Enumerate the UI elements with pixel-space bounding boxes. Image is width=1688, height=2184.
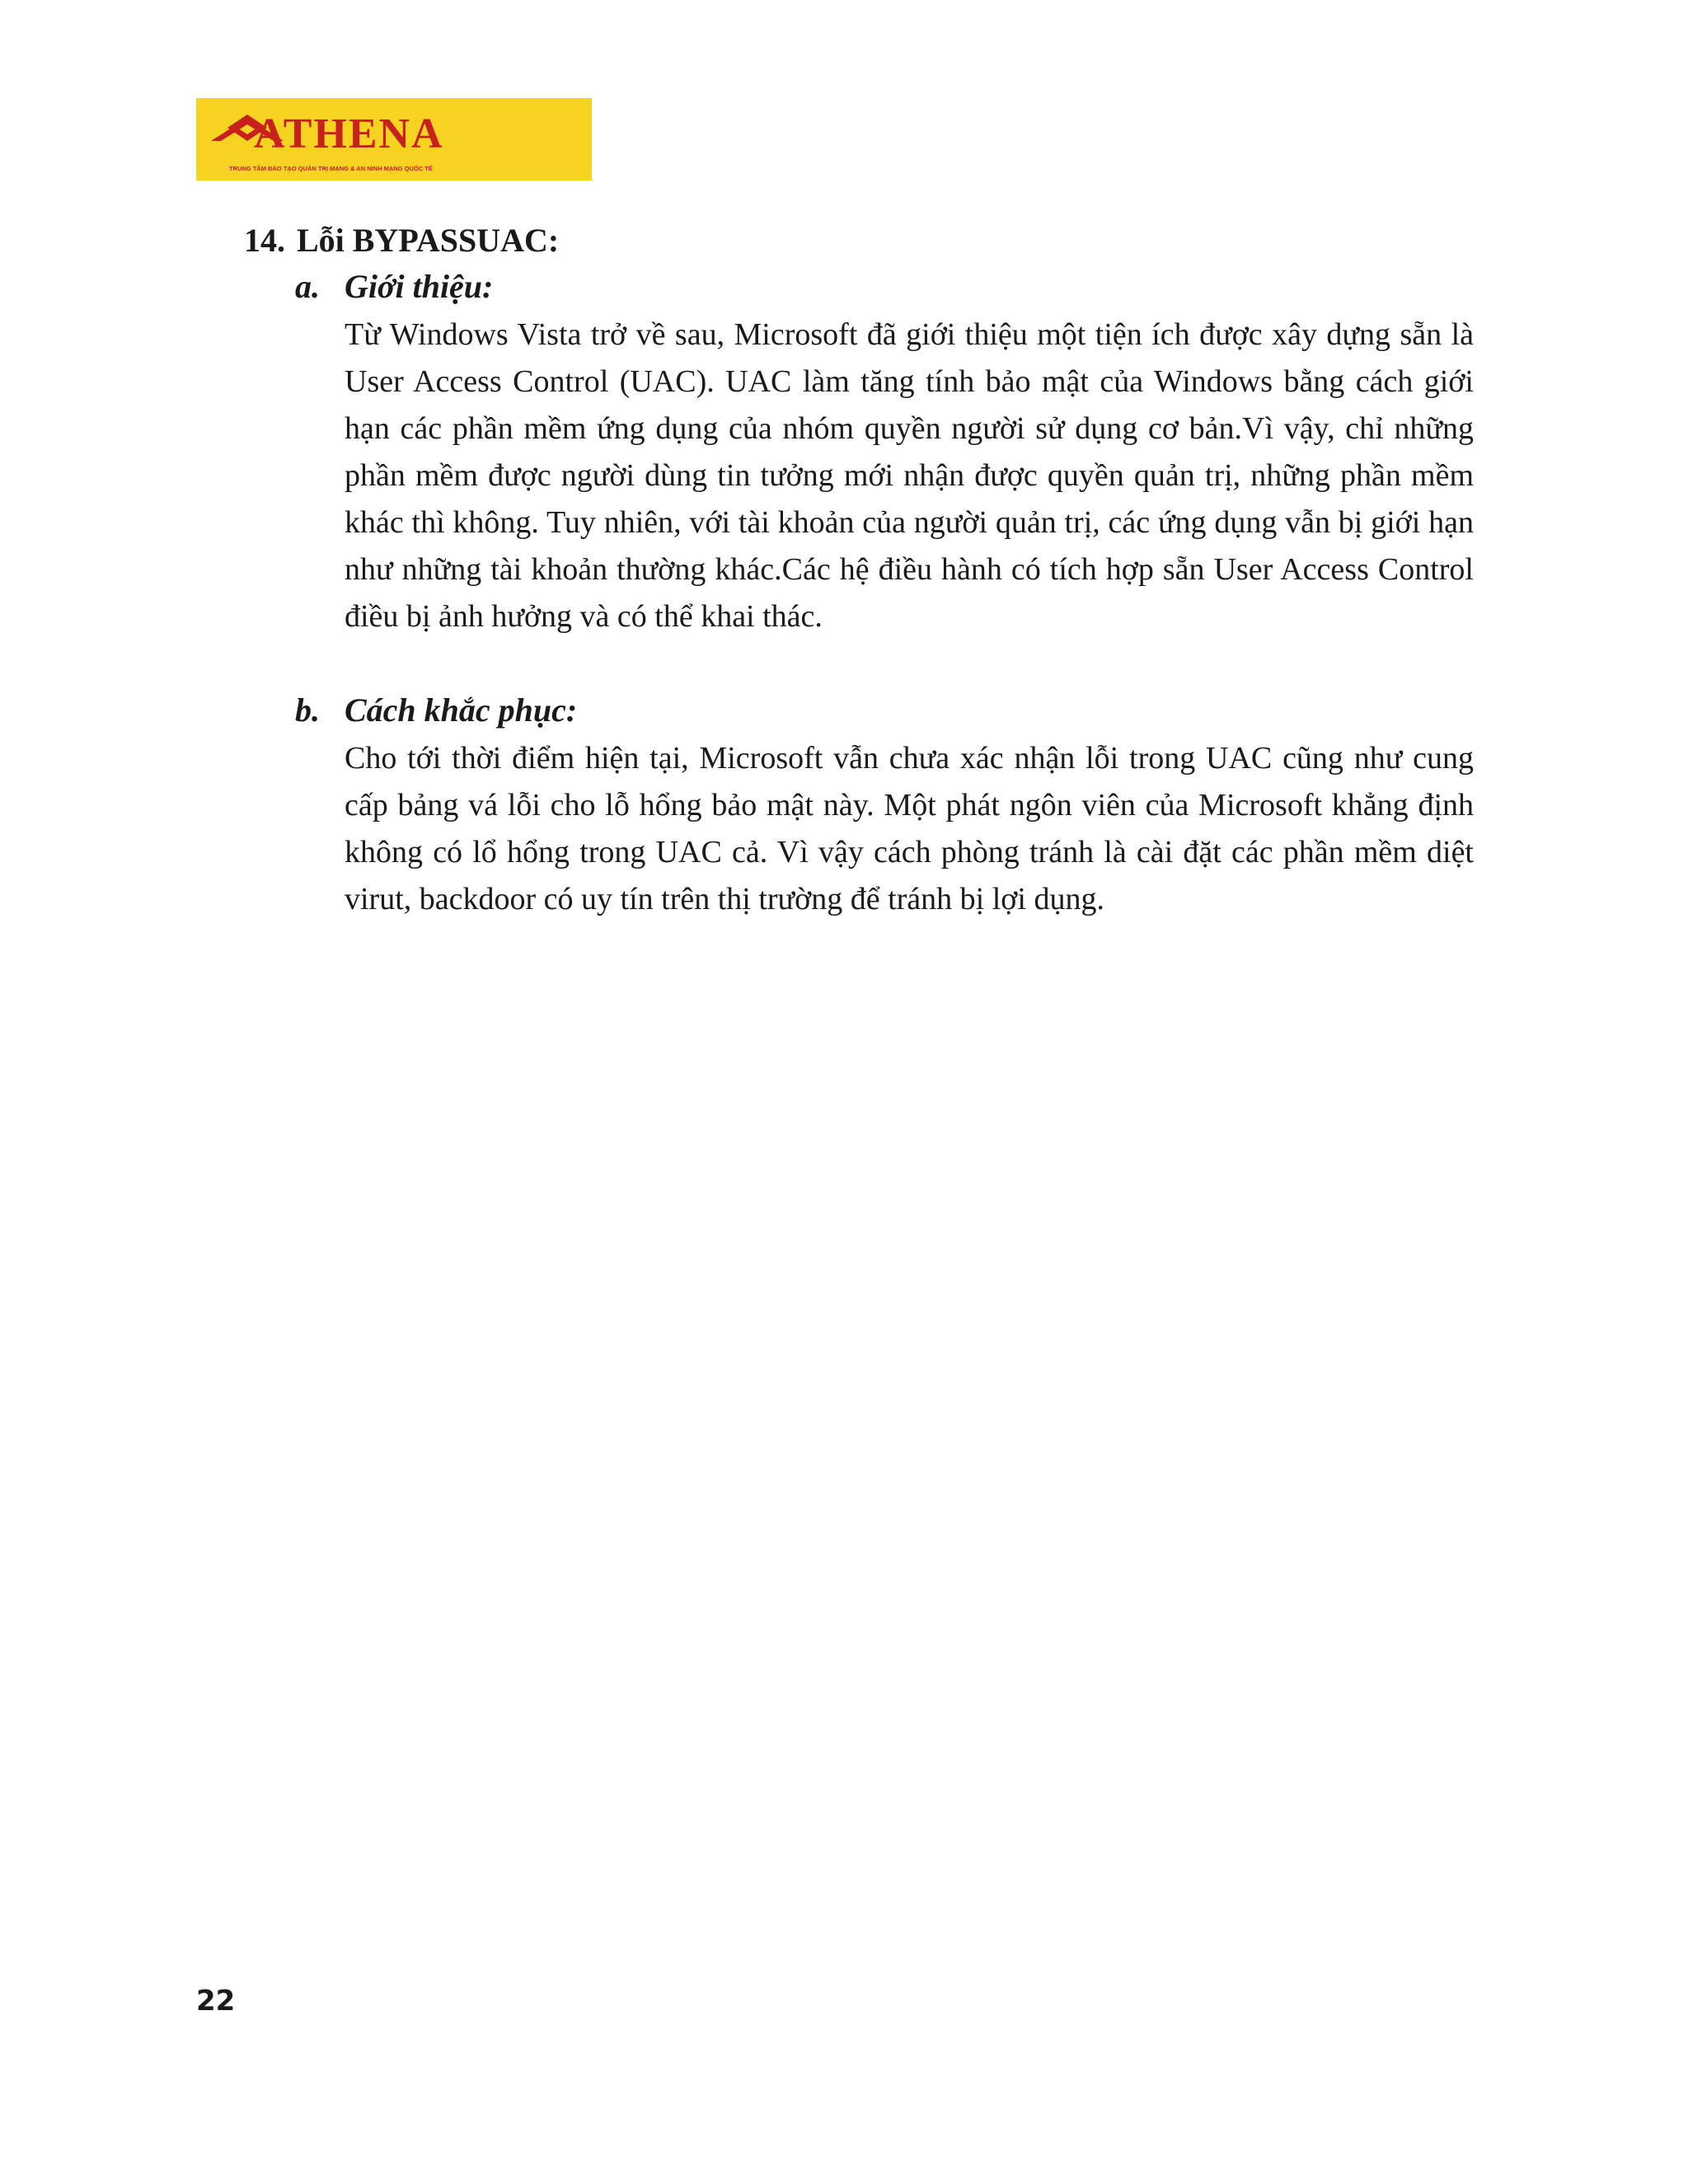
logo-tagline: TRUNG TÂM ĐÀO TẠO QUẢN TRỊ MẠNG & AN NINH MẠNG QUỐC TẾ — [229, 165, 433, 172]
page-number: 22 — [196, 1985, 236, 2018]
subsection-heading-fix — [295, 687, 577, 733]
logo-wordmark: ATHENA — [254, 110, 444, 157]
athena-logo — [196, 98, 592, 180]
section-number: 14. — [244, 222, 285, 259]
section-heading — [244, 218, 559, 264]
intro-paragraph: Từ Windows Vista trở về sau, Microsoft đã giới thiệu một tiện ích được xây dựng sẵn là User Access Control (UAC). UAC làm tăng tính bảo mật của Windows bằng cách giới hạn các phần mềm ứng dụng của nhóm quyền người sử dụng cơ bản.Vì vậy, chỉ những phần mềm được người dùng tin tưởng mới nhận được quyền quản trị, những phần mềm khác thì không. Tuy nhiên, với tài khoản của người quản trị, các ứng dụng vẫn bị giới hạn như những tài khoản thường khác.Các hệ điều hành có tích hợp sẵn User Access Control điều bị ảnh hưởng và có thể khai thác. — [345, 317, 1474, 634]
subsection-label: b. — [295, 691, 320, 729]
subsection-label: a. — [295, 268, 320, 305]
fix-paragraph: Cho tới thời điểm hiện tại, Microsoft vẫn chưa xác nhận lỗi trong UAC cũng như cung cấp bảng vá lỗi cho lỗ hổng bảo mật này. Một phát ngôn viên của Microsoft khẳng định không có lổ hổng trong UAC cả. Vì vậy cách phòng tránh là cài đặt các phần mềm diệt virut, backdoor có uy tín trên thị trường để tránh bị lợi dụng. — [345, 741, 1474, 916]
subsection-heading-intro — [295, 264, 493, 310]
subsection-title: Giới thiệu: — [345, 268, 494, 305]
subsection-title: Cách khắc phục: — [345, 691, 578, 729]
section-title: Lỗi BYPASSUAC: — [297, 222, 560, 259]
